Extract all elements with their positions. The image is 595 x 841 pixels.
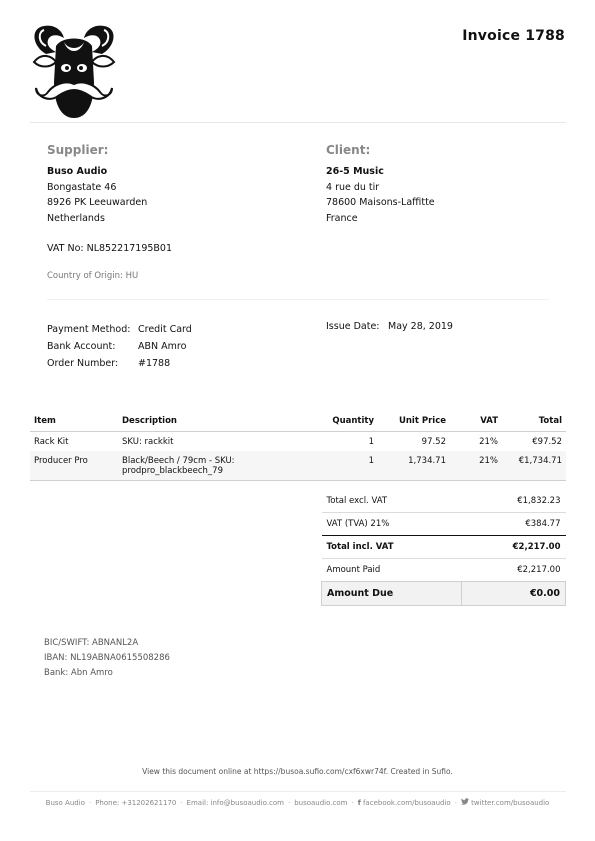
- ram-mustache-logo-icon: [28, 22, 120, 122]
- table-row: [30, 451, 566, 481]
- items-header-row: [30, 412, 566, 432]
- item-name: Rack Kit: [34, 437, 69, 447]
- total-excl-vat-row: [322, 490, 566, 513]
- facebook-icon: f: [357, 799, 361, 807]
- amount-due-label: Amount Due: [322, 582, 462, 606]
- bank-account-label: Bank Account:: [47, 341, 116, 352]
- supplier-country: Netherlands: [47, 212, 105, 224]
- header-divider: [30, 122, 566, 123]
- online-note: View this document online at https://busoa.sufio.com/cxf6xwr74f. Created in Sufio.: [142, 767, 453, 776]
- item-description-line2: prodpro_blackbeech_79: [122, 466, 223, 476]
- supplier-name: Buso Audio: [47, 166, 108, 177]
- amount-paid-row: [322, 559, 566, 582]
- supplier-vat: VAT No: NL852217195B01: [47, 243, 173, 254]
- supplier-city: 8926 PK Leeuwarden: [47, 197, 148, 208]
- amount-paid-value: €2,217.00: [461, 559, 566, 582]
- supplier-title: Supplier:: [47, 143, 109, 157]
- amount-paid-label: Amount Paid: [322, 559, 462, 582]
- footer: Buso Audio · Phone: +31202621170 · Email: info@busoaudio.com · busoaudio.com · f facebook.com/busoaudio · twitter.com/busoaudio: [45, 799, 550, 807]
- client-street: 4 rue du tir: [326, 181, 380, 193]
- item-total: €97.52: [532, 437, 562, 447]
- col-item: Item: [30, 412, 118, 432]
- address-divider: [47, 299, 549, 300]
- table-row: [30, 432, 566, 452]
- item-description: SKU: rackkit: [122, 437, 174, 447]
- bank-name: Bank: Abn Amro: [44, 668, 113, 678]
- supplier-street: Bongastate 46: [47, 181, 117, 193]
- item-name: Producer Pro: [30, 451, 118, 481]
- col-vat: VAT: [450, 412, 502, 432]
- total-excl-label: Total excl. VAT: [326, 496, 388, 506]
- footer-twitter[interactable]: twitter.com/busoaudio: [471, 799, 550, 807]
- col-quantity: Quantity: [296, 412, 378, 432]
- item-quantity: 1: [368, 437, 374, 447]
- client-country: France: [326, 212, 358, 224]
- item-unit-price: 1,734.71: [378, 451, 450, 481]
- order-number-value: #1788: [138, 358, 171, 369]
- total-incl-label: Total incl. VAT: [322, 536, 462, 559]
- items-table: [30, 412, 566, 481]
- total-incl-vat-row: [322, 536, 566, 559]
- col-unit-price: Unit Price: [378, 412, 450, 432]
- footer-company: Buso Audio: [45, 799, 85, 807]
- vat-label: VAT (TVA) 21%: [322, 513, 462, 536]
- order-number-label: Order Number:: [47, 358, 119, 369]
- iban: IBAN: NL19ABNA0615508286: [44, 653, 170, 663]
- amount-due-value: €0.00: [461, 582, 566, 606]
- issue-date: [326, 321, 453, 332]
- bic-swift: BIC/SWIFT: ABNANL2A: [44, 638, 139, 648]
- client-name: 26-5 Music: [326, 166, 384, 177]
- bank-details: [44, 636, 170, 681]
- twitter-icon: [461, 799, 469, 807]
- footer-divider: [30, 791, 566, 792]
- vat-row: [322, 513, 566, 536]
- issue-date-label: Issue Date:: [326, 321, 380, 332]
- item-description: [118, 451, 296, 481]
- issue-date-value: May 28, 2019: [388, 321, 453, 332]
- totals-table: [321, 490, 566, 606]
- item-unit-price: 97.52: [421, 437, 446, 447]
- client-city: 78600 Maisons-Laffitte: [326, 197, 435, 208]
- item-description-line1: Black/Beech / 79cm - SKU:: [122, 456, 235, 466]
- footer-email[interactable]: Email: info@busoaudio.com: [186, 799, 284, 807]
- footer-website[interactable]: busoaudio.com: [294, 799, 348, 807]
- client-address: [326, 164, 435, 226]
- vat-value: €384.77: [461, 513, 566, 536]
- country-of-origin: Country of Origin: HU: [47, 271, 139, 281]
- item-vat: 21%: [479, 437, 498, 447]
- amount-due-row: [322, 582, 566, 606]
- supplier-address: [47, 164, 147, 226]
- footer-facebook[interactable]: facebook.com/busoaudio: [362, 799, 451, 807]
- total-incl-value: €2,217.00: [461, 536, 566, 559]
- invoice-title: Invoice 1788: [462, 28, 565, 44]
- bank-account-value: ABN Amro: [138, 341, 187, 352]
- item-total: €1,734.71: [502, 451, 566, 481]
- payment-details: [47, 321, 192, 372]
- client-title: Client:: [326, 143, 371, 157]
- col-total: Total: [502, 412, 566, 432]
- item-quantity: 1: [296, 451, 378, 481]
- col-description: Description: [118, 412, 296, 432]
- footer-phone: Phone: +31202621170: [95, 799, 177, 807]
- total-excl-value: €1,832.23: [517, 496, 561, 506]
- item-vat: 21%: [450, 451, 502, 481]
- payment-method-label: Payment Method:: [47, 324, 131, 335]
- payment-method-value: Credit Card: [138, 324, 192, 335]
